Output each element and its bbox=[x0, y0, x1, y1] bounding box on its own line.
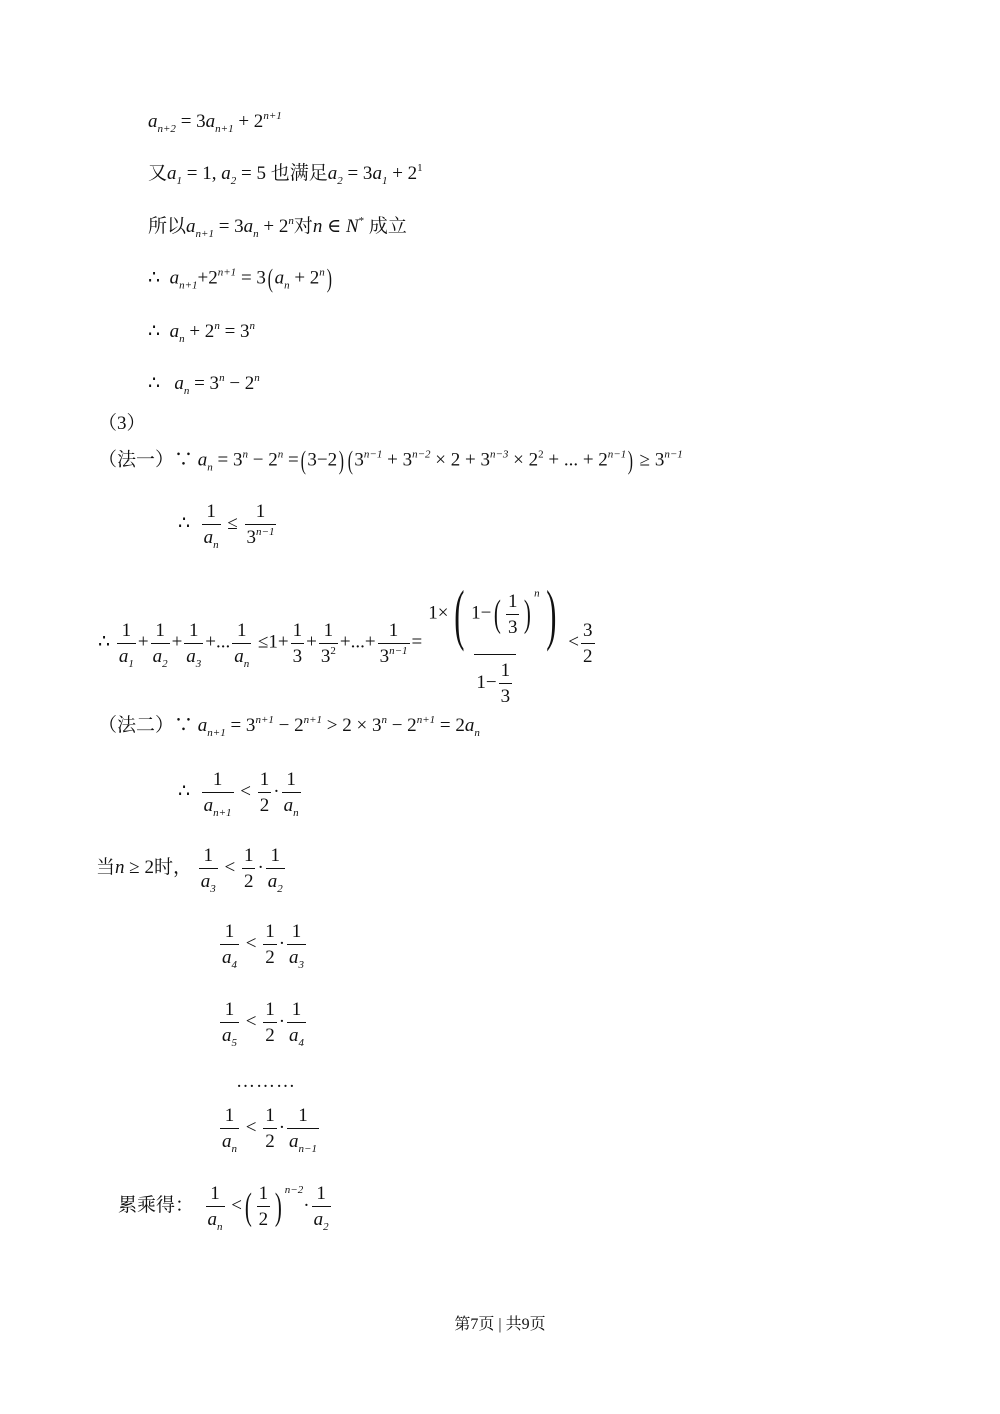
equation-sum-form: ∴ $a_n + 2^n = 3^n$ bbox=[148, 320, 256, 345]
text-when: 当 bbox=[96, 856, 116, 878]
therefore-symbol: ∴ bbox=[148, 267, 161, 289]
text-for: 对 bbox=[293, 216, 313, 237]
equation-sum-bound: ∴ $\frac{1}{a_1}$ + $\frac{1}{a_2}$ + $\frac{1}{a_3}$ +... $\frac{1}{a_n}$ ≤1+ $\frac{1}{3}$ + $\frac{1}{3^2}$ +...+ $\frac{1}{3^{n-1}}$ = 1×( 1−( $\frac{1}{3}$ ) $^n$) 1− $\frac{1}{3}$ < $\frac{3}{2}$ bbox=[98, 576, 593, 707]
method-2-line: （法二）∵ $a_{n+1} = 3^{n+1} - 2^{n+1} > 2 \times 3^n - 2^{n+1} = 2a_n$ bbox=[98, 714, 480, 739]
therefore-symbol: ∴ bbox=[178, 512, 191, 534]
equation-reciprocal-bound: ∴ $\frac{1}{a_n}$ ≤ $\frac{1}{3^{n-1}}$ bbox=[178, 501, 275, 551]
ellipsis: ……… bbox=[236, 1071, 296, 1092]
therefore-symbol: ∴ bbox=[178, 780, 191, 802]
equation-a5: $\frac{1}{a_5}$ < $\frac{1}{2}$ · $\frac{1}{a_4}$ bbox=[222, 999, 305, 1049]
text-cumulative: 累乘得： bbox=[118, 1194, 195, 1216]
because-symbol: ∵ bbox=[174, 715, 194, 736]
page-footer: 第7页 | 共9页 bbox=[454, 1316, 546, 1333]
equation-ratio-bound: ∴ $\frac{1}{a_{n+1}}$ < $\frac{1}{2}$ · $\frac{1}{a_n}$ bbox=[178, 769, 299, 819]
text-holds: 成立 bbox=[368, 216, 407, 237]
part-3-label: （3） bbox=[98, 413, 146, 434]
text-so: 所以 bbox=[148, 216, 187, 237]
equation-a4: $\frac{1}{a_4}$ < $\frac{1}{2}$ · $\frac{1}{a_3}$ bbox=[222, 921, 305, 971]
method-2-label: （法二） bbox=[98, 715, 175, 736]
because-symbol: ∵ bbox=[174, 449, 194, 471]
method-1-label: （法一） bbox=[98, 449, 175, 471]
equation-initial-values: 又$a_1 = 1$, $a_2 = 5$ 也满足$a_2 = 3a_1 + 2^1$ bbox=[148, 162, 423, 187]
equation-case-n2: 当n ≥ 2时， $\frac{1}{a_3}$ < $\frac{1}{2}$ · $\frac{1}{a_2}$ bbox=[96, 845, 283, 895]
therefore-symbol: ∴ bbox=[148, 373, 161, 394]
text-also-satisfy: 也满足 bbox=[270, 163, 328, 184]
therefore-symbol: ∴ bbox=[148, 321, 161, 342]
equation-geometric: ∴ $a_{n+1}+2^{n+1} = 3(a_n + 2^n)$ bbox=[148, 264, 332, 293]
method-1-line: （法一）∵ $a_n = 3^n - 2^n =(3-2) (3^{n-1} + 3^{n-2} \times 2 + 3^{n-3} \times 2^2$ + ... + $2^{n-1}) \ge 3^{n-1}$ bbox=[98, 446, 683, 475]
equation-an: $\frac{1}{a_n}$ < $\frac{1}{2}$ · $\frac{1}{a_{n-1}}$ bbox=[222, 1105, 317, 1155]
therefore-symbol: ∴ bbox=[98, 631, 111, 653]
equation-cumulative-product: 累乘得： $\frac{1}{a_n}$ <( $\frac{1}{2}$ ) $^{n-2}$· $\frac{1}{a_2}$ bbox=[118, 1183, 329, 1233]
equation-general-recurrence: 所以$a_{n+1} = 3a_n + 2^n$对n ∈ N* 成立 bbox=[148, 215, 407, 240]
text-when-suffix: 时， bbox=[153, 856, 192, 878]
text-you: 又 bbox=[148, 163, 168, 184]
equation-recurrence: $a_{n+2} = 3a_{n+1} + 2^{n+1}$ bbox=[148, 110, 282, 135]
equation-closed-form: ∴ $a_n = 3^n - 2^n$ bbox=[148, 372, 260, 397]
